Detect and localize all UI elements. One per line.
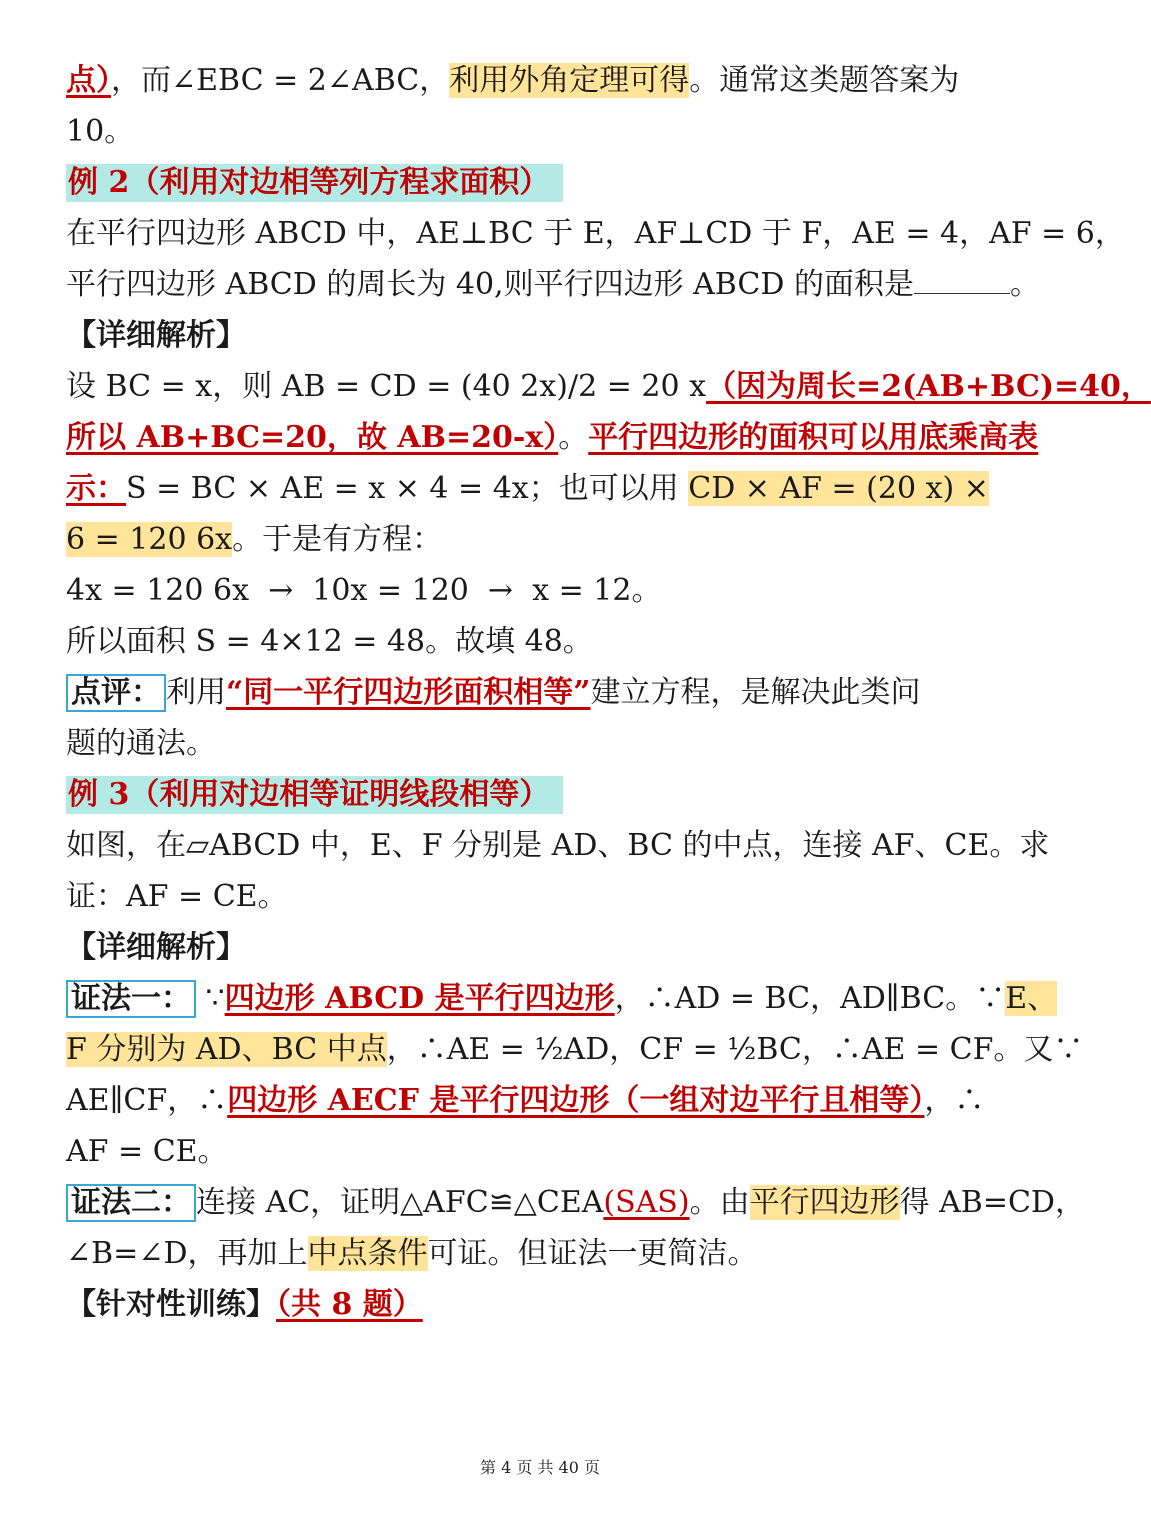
training-heading: 【针对性训练】（共 8 题）: [66, 1287, 423, 1322]
analysis-2-line-3: 示：S = BC × AE = x × 4 = 4x；也可以用 CD × AF = (20 x) ×: [66, 471, 989, 506]
proof-2-line-2: ∠B=∠D，再加上中点条件可证。但证法一更简洁。: [66, 1236, 758, 1271]
problem-3-line-2: 证：AF = CE。: [66, 879, 288, 914]
highlight: 平行四边形: [749, 1185, 900, 1220]
analysis-2-line-1: 设 BC = x，则 AB = CD = (40 2x)/2 = 20 x（因为周长=2(AB+BC)=40，: [66, 369, 1151, 404]
page-footer: 第 4 页 共 40 页: [480, 1458, 600, 1477]
analysis-2-line-4: 6 = 120 6x。于是有方程：: [66, 522, 443, 557]
problem-3-line-1: 如图，在▱ABCD 中，E、F 分别是 AD、BC 的中点，连接 AF、CE。求: [66, 828, 1050, 863]
line-2: 10。: [66, 114, 135, 149]
answer-blank: [914, 269, 1010, 294]
problem-2-line-1: 在平行四边形 ABCD 中，AE⊥BC 于 E，AF⊥CD 于 F，AE = 4，AF = 6，: [66, 216, 1125, 251]
highlight: 中点条件: [307, 1236, 428, 1271]
proof-2-line-1: 证法二： 连接 AC，证明△AFC≌△CEA(SAS)。由平行四边形得 AB=CD，: [66, 1184, 1016, 1222]
analysis-heading-1: 【详细解析】: [66, 318, 246, 353]
example-2-heading: 例 2（利用对边相等列方程求面积）: [66, 164, 1016, 202]
analysis-heading-2: 【详细解析】: [66, 930, 246, 965]
area-result-line: 所以面积 S = 4×12 = 48。故填 48。: [66, 624, 593, 659]
example-3-heading: 例 3（利用对边相等证明线段相等）: [66, 776, 1016, 814]
equation-line: 4x = 120 6x → 10x = 120 → x = 12。: [66, 573, 662, 608]
comment-line-2: 题的通法。: [66, 726, 216, 761]
problem-2-line-2: 平行四边形 ABCD 的周长为 40,则平行四边形 ABCD 的面积是 。: [66, 267, 1040, 302]
line-1: 点），而∠EBC = 2∠ABC，利用外角定理可得。通常这类题答案为: [66, 63, 960, 98]
comment-label: 点评：: [66, 674, 166, 712]
analysis-2-line-2: 所以 AB+BC=20，故 AB=20-x）。平行四边形的面积可以用底乘高表: [66, 420, 1039, 455]
proof-1-line-4: AF = CE。: [66, 1134, 228, 1169]
proof-1-line-3: AE∥CF，∴四边形 AECF 是平行四边形（一组对边平行且相等），∴: [66, 1083, 985, 1118]
highlight: F 分别为 AD、BC 中点: [66, 1032, 387, 1067]
highlight: CD × AF = (20 x) ×: [688, 471, 989, 506]
proof-1-label: 证法一：: [66, 980, 196, 1018]
comment-line-1: 点评： 利用“同一平行四边形面积相等”建立方程，是解决此类问: [66, 674, 1016, 712]
highlight: E、: [1005, 981, 1058, 1016]
proof-1-line-2: F 分别为 AD、BC 中点，∴AE = ½AD，CF = ½BC，∴AE = CF。又∵: [66, 1032, 1084, 1067]
highlight: 6 = 120 6x: [66, 522, 233, 557]
highlight: 利用外角定理可得: [449, 63, 690, 98]
document-body: [66, 62, 1151, 1337]
proof-2-label: 证法二：: [66, 1184, 196, 1222]
proof-1-line-1: 证法一： ∵四边形 ABCD 是平行四边形，∴AD = BC，AD∥BC。∵E、: [66, 980, 1016, 1018]
